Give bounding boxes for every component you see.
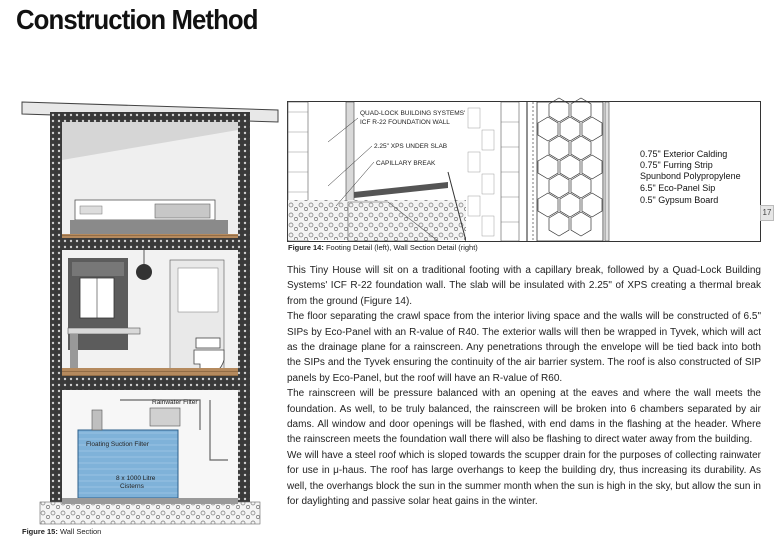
cistern-volume-label: 8 x 1000 Litre — [116, 475, 156, 482]
footing-label-capillary: CAPILLARY BREAK — [376, 160, 436, 167]
wall-layer-cladding: 0.75" Exterior Calding — [640, 149, 728, 159]
figure-14-caption — [288, 243, 478, 252]
footing-label-icf: ICF R-22 FOUNDATION WALL — [360, 119, 450, 126]
figure-14-number: Figure 14: — [288, 243, 324, 252]
page-number-tab: 17 — [760, 205, 774, 221]
floating-suction-filter-label: Floating Suction Filter — [86, 441, 149, 448]
figure-15-number: Figure 15: — [22, 527, 58, 536]
footing-label-xps: 2.25" XPS UNDER SLAB — [374, 143, 448, 150]
wall-layer-sip: 6.5" Eco-Panel Sip — [640, 183, 716, 193]
wall-layer-gypsum: 0.5" Gypsum Board — [640, 195, 719, 205]
wall-layer-spunbond: Spunbond Polypropylene — [640, 171, 741, 181]
paragraph-footing: This Tiny House will sit on a traditional footing with a capillary break, followed by a Quad-Lock Building Systems' ICF R-22 foundation wall. The slab will be insulated with 2.25" of XPS creating a thermal break from the ground (Figure 14). — [287, 265, 761, 307]
paragraph-rainscreen: The rainscreen will be pressure balanced with an opening at the eaves and where the wall meets the foundation. As well, to be truly balanced, the rainscreen will be broken into 6 chambers separated by air dams. All window and door openings will be flashed, with end dams in the flashing at the header. Where the rainscreen meets the foundation wall there will also be flashing to direct water away from the building. — [287, 388, 761, 446]
paragraph-roof: We will have a steel roof which is sloped towards the scupper drain for the purposes of collecting rainwater for use in μ-haus. The roof has large overhangs to keep the building dry, thus increasing its durability. As well, the overhangs block the sun in the summer month when the sun is high in the sky, but allow the sun in for daylighting and passive solar heat gains in the winter. — [287, 449, 761, 508]
cistern-type-label: Cisterns — [120, 483, 144, 490]
paragraph-sips: The floor separating the crawl space from the interior living space and the walls will be constructed of 6.5" SIPs by Eco-Panel with an R-value of R40. The exterior walls will then be wrapped in Tyvek, which will act as the drainage plane for a rainscreen. Any penetrations through the envelope will be tied back into both the SIPs and the Tyvek ensuring the continuity of the air barrier system. The roof is also constructed of SIP panels by Eco-Panel, but the roof will have an R-value of R60. — [287, 311, 761, 384]
figure-15-text: Wall Section — [59, 527, 102, 536]
rainwater-filter-label: Rainwater Filter — [152, 399, 198, 406]
wall-section-drawing — [20, 100, 278, 525]
figure-15-caption — [22, 527, 101, 536]
body-text — [287, 263, 761, 510]
wall-layer-furring: 0.75" Furring Strip — [640, 160, 713, 170]
footing-label-quad-lock: QUAD-LOCK BUILDING SYSTEMS' — [360, 110, 466, 117]
footing-detail-drawing — [287, 101, 499, 242]
figure-14-text: Footing Detail (left), Wall Section Detail (right) — [325, 243, 478, 252]
page-title: Construction Method — [16, 4, 258, 35]
